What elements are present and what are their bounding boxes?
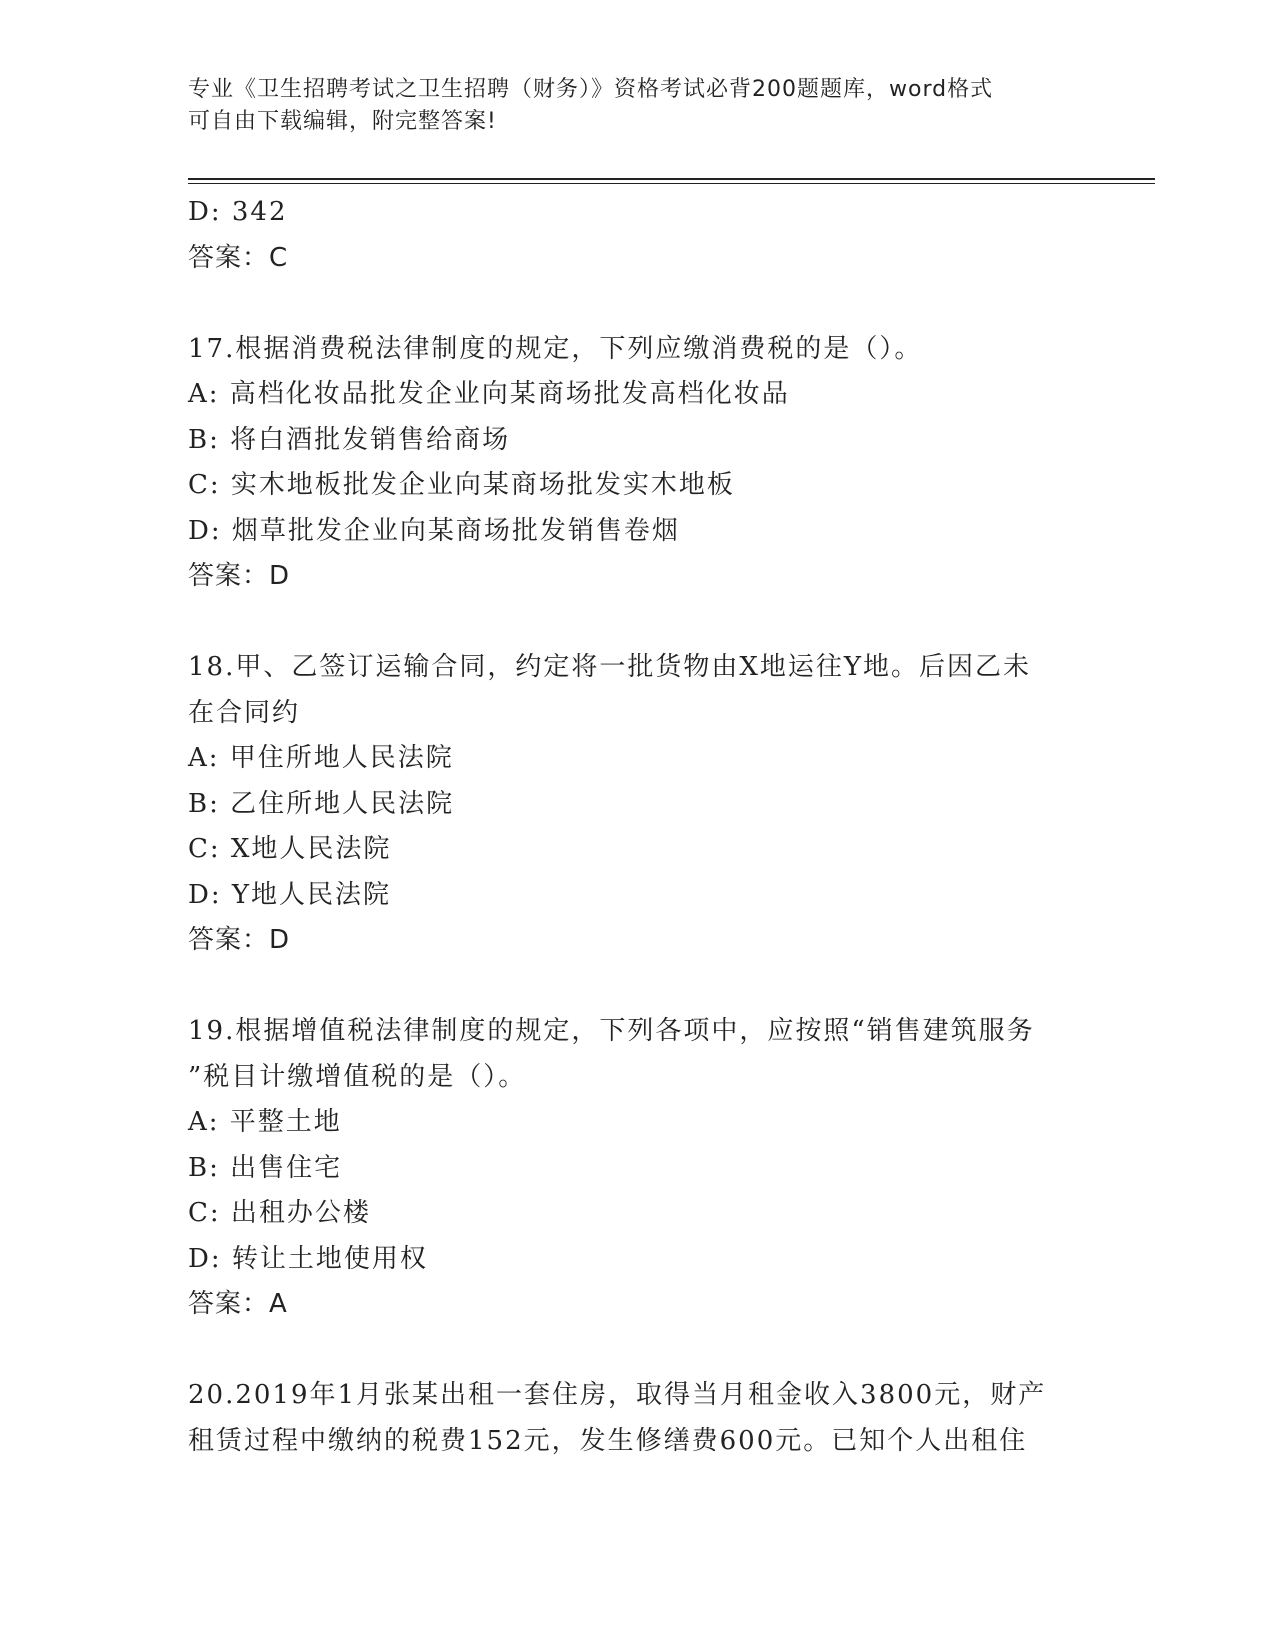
previous-question-tail	[188, 190, 1088, 281]
question-18	[188, 645, 1088, 964]
question-20	[188, 1373, 1088, 1464]
question-stem-line-2: 在合同约	[188, 697, 301, 728]
header-title-line-1: 专业《卫生招聘考试之卫生招聘（财务）》资格考试必背200题题库，word格式	[188, 77, 994, 102]
answer-text: 答案：D	[188, 925, 291, 955]
question-stem-line-2: ”税目计缴增值税的是（）。	[188, 1061, 527, 1092]
spacer	[188, 281, 1088, 327]
question-stem-line-1: 19.根据增值税法律制度的规定，下列各项中，应按照“销售建筑服务	[188, 1016, 1035, 1046]
question-stem-line-1: 20.2019年1月张某出租一套住房，取得当月租金收入3800元，财产	[188, 1380, 1047, 1410]
option-d: D: Y地人民法院	[188, 879, 392, 910]
question-19	[188, 1009, 1088, 1328]
header-divider-thin	[188, 183, 1155, 184]
option-d: D: 烟草批发企业向某商场批发销售卷烟	[188, 515, 680, 546]
option-d: D: 342	[188, 197, 288, 227]
spacer	[188, 1328, 1088, 1374]
answer-text: 答案：D	[188, 561, 291, 591]
option-b: B: 出售住宅	[188, 1152, 343, 1183]
answer-text: 答案：A	[188, 1289, 288, 1319]
option-a: A: 甲住所地人民法院	[188, 743, 454, 773]
answer-text: 答案：C	[188, 242, 289, 273]
question-stem: 17.根据消费税法律制度的规定，下列应缴消费税的是（）。	[188, 333, 923, 364]
spacer	[188, 600, 1088, 646]
spacer	[188, 964, 1088, 1010]
header-title-line-2: 可自由下载编辑，附完整答案!	[188, 109, 497, 134]
question-17	[188, 327, 1088, 600]
question-list	[188, 190, 1088, 1464]
document-header	[188, 74, 1068, 138]
question-stem-line-2: 租赁过程中缴纳的税费152元，发生修缮费600元。已知个人出租住	[188, 1425, 1028, 1456]
option-a: A: 高档化妆品批发企业向某商场批发高档化妆品	[188, 379, 790, 409]
option-b: B: 将白酒批发销售给商场	[188, 424, 511, 455]
question-stem-line-1: 18.甲、乙签订运输合同，约定将一批货物由X地运往Y地。后因乙未	[188, 652, 1032, 682]
option-c: C: X地人民法院	[188, 834, 392, 864]
option-a: A: 平整土地	[188, 1107, 342, 1137]
option-d: D: 转让土地使用权	[188, 1243, 428, 1274]
option-c: C: 出租办公楼	[188, 1198, 371, 1228]
header-divider-thick	[188, 178, 1155, 180]
option-b: B: 乙住所地人民法院	[188, 788, 455, 819]
option-c: C: 实木地板批发企业向某商场批发实木地板	[188, 470, 735, 500]
